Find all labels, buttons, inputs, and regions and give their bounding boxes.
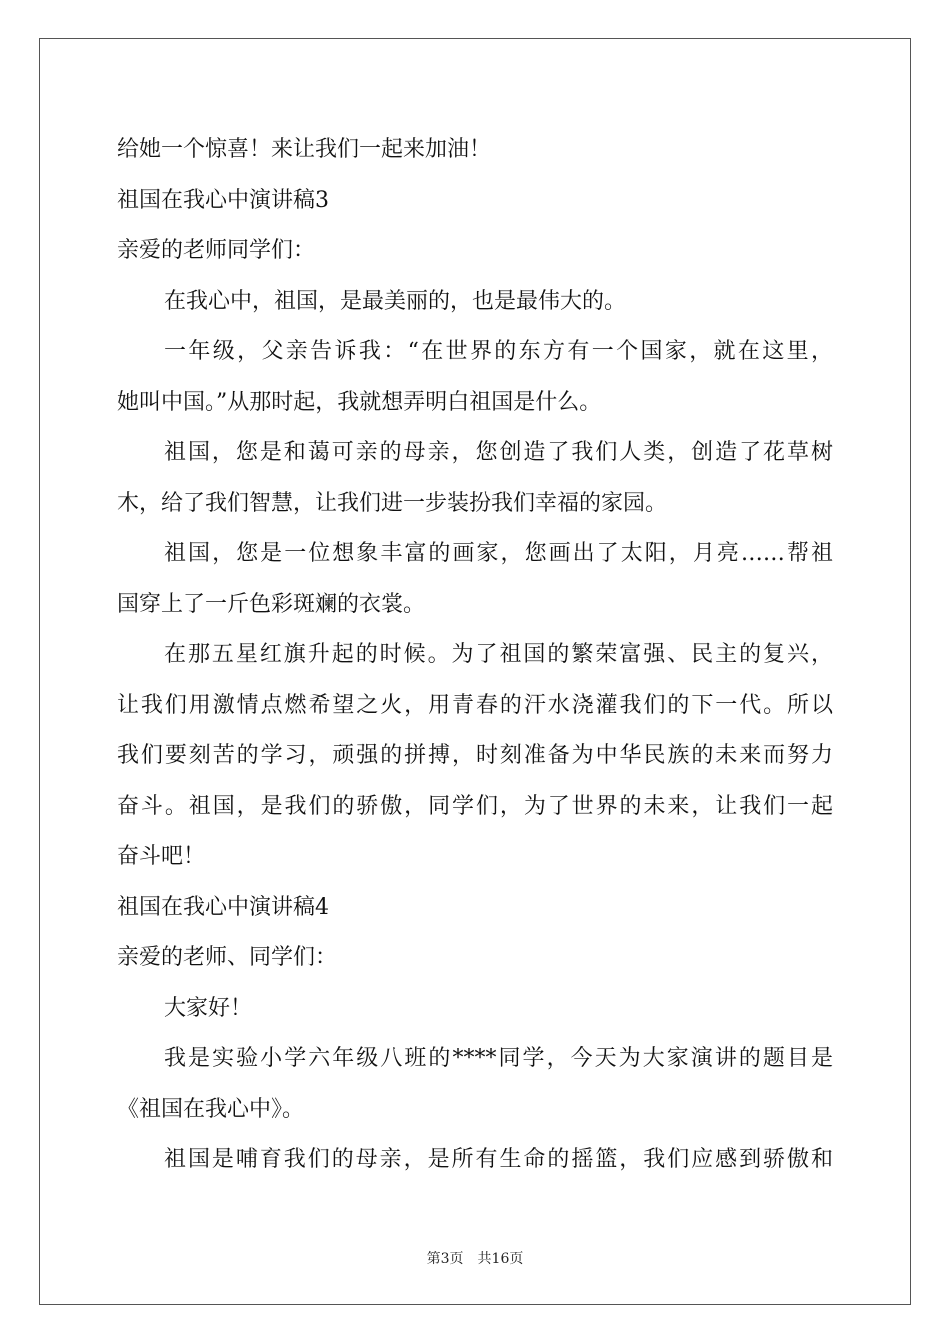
text-line: 我是实验小学六年级八班的****同学，今天为大家演讲的题目是 [164,1046,833,1071]
text-line: 让我们用激情点燃希望之火，用青春的汗水浇灌我们的下一代。所以 [117,692,833,718]
text-line: 祖国，您是和蔼可亲的母亲，您创造了我们人类，创造了花草树 [164,440,833,465]
text-line: 《祖国在我心中》。 [117,1096,305,1122]
text-line: 亲爱的老师、同学们： [117,945,338,970]
text-line: 祖国，您是一位想象丰富的画家，您画出了太阳，月亮……帮祖 [164,541,833,566]
text-line: 奋斗。祖国，是我们的骄傲，同学们，为了世界的未来，让我们一起 [117,793,833,819]
text-line: 国穿上了一斤色彩斑斓的衣裳。 [117,591,426,617]
text-line: 木，给了我们智慧，让我们进一步装扮我们幸福的家园。 [117,490,668,516]
text-line: 在那五星红旗升起的时候。为了祖国的繁荣富强、民主的复兴， [164,642,833,667]
page-number: 第3页 [426,1251,464,1267]
text-line: 在我心中，祖国，是最美丽的，也是最伟大的。 [164,288,627,314]
text-line: 大家好！ [164,995,253,1021]
document-body [117,125,833,1186]
text-line: 祖国是哺育我们的母亲，是所有生命的摇篮，我们应感到骄傲和 [164,1147,833,1172]
text-line: 一年级，父亲告诉我：“在世界的东方有一个国家，就在这里， [164,339,833,364]
text-line: 给她一个惊喜！来让我们一起来加油！ [117,137,492,162]
text-line: 她叫中国。”从那时起，我就想弄明白祖国是什么。 [117,389,602,415]
text-line: 我们要刻苦的学习，顽强的拼搏，时刻准备为中华民族的未来而努力 [117,743,833,768]
text-line: 亲爱的老师同学们： [117,238,316,263]
text-line: 祖国在我心中演讲稿3 [117,187,329,213]
text-line: 祖国在我心中演讲稿4 [117,894,329,920]
page-footer [0,1248,950,1268]
text-line: 奋斗吧！ [117,844,206,869]
page-total: 共16页 [477,1251,524,1267]
